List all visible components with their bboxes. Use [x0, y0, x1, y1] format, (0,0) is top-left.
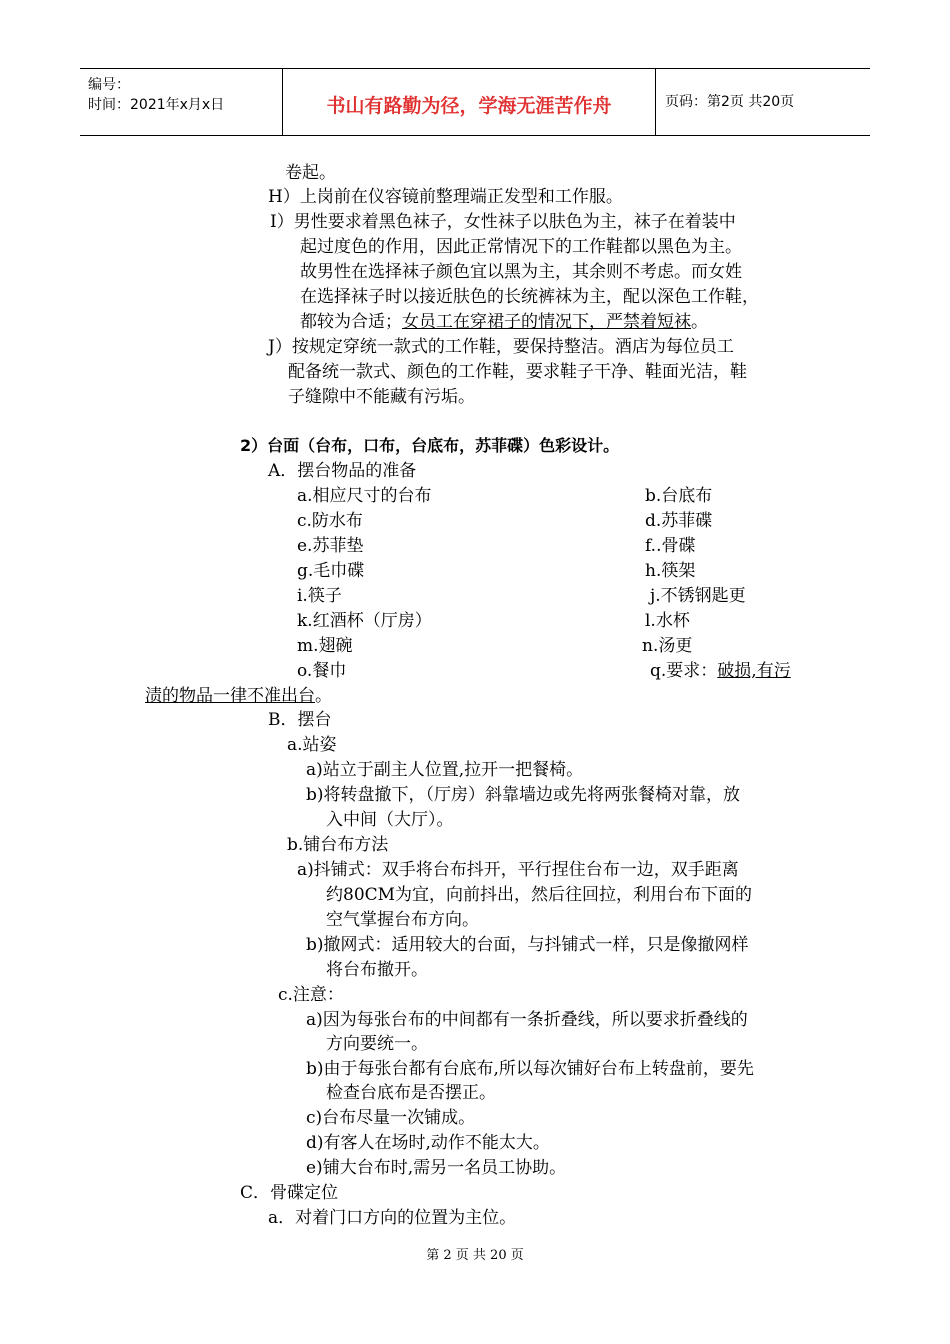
text-span: 。 [691, 312, 708, 332]
text-line: 卷起。 [285, 163, 336, 183]
text-line: 方向要统一。 [326, 1034, 428, 1054]
text-line [145, 684, 332, 708]
header-divider [655, 69, 656, 135]
list-item: j.不锈钢匙更 [650, 586, 746, 606]
text-line: 空气掌握台布方向。 [326, 910, 479, 930]
text-line: b)由于每张台都有台底布,所以每次铺好台布上转盘前，要先 [306, 1059, 754, 1079]
text-line: 入中间（大厅）。 [326, 810, 454, 830]
text-line: 检查台底布是否摆正。 [326, 1083, 496, 1103]
list-item: n.汤更 [642, 636, 693, 656]
text-line: a)抖铺式：双手将台布抖开，平行捏住台布一边，双手距离 [297, 860, 739, 880]
text-line: 将台布撤开。 [326, 960, 428, 980]
list-item: g.毛巾碟 [297, 561, 365, 581]
subsection-heading: C．骨碟定位 [240, 1183, 339, 1203]
list-item: h.筷架 [645, 561, 696, 581]
document-number-label: 编号： [88, 77, 130, 93]
header-page-info: 页码：第2页 共20页 [665, 94, 795, 110]
text-line: a.站姿 [287, 735, 337, 755]
section-heading: 2）台面（台布，口布，台底布，苏菲碟）色彩设计。 [240, 436, 620, 455]
text-line: b.铺台布方法 [287, 835, 389, 855]
page-footer: 第 2 页 共 20 页 [426, 1248, 524, 1263]
list-item: e.苏菲垫 [297, 536, 364, 556]
text-span: 。 [315, 686, 332, 706]
underlined-text: 女员工在穿裙子的情况下，严禁着短袜 [402, 312, 691, 332]
text-line: a．对着门口方向的位置为主位。 [268, 1208, 517, 1228]
underlined-text: 破损,有污 [717, 661, 791, 681]
list-item: b.台底布 [645, 486, 713, 506]
list-item: l.水杯 [645, 611, 690, 631]
subsection-heading: A．摆台物品的准备 [268, 461, 417, 481]
text-span: q.要求： [650, 661, 718, 681]
text-line: 起过度色的作用，因此正常情况下的工作鞋都以黑色为主。 [300, 237, 742, 257]
page-header [80, 68, 870, 136]
header-meta [88, 75, 224, 115]
list-item: f..骨碟 [645, 536, 696, 556]
list-item: i.筷子 [297, 586, 342, 606]
text-line: 配备统一款式、颜色的工作鞋，要求鞋子干净、鞋面光洁，鞋 [288, 362, 747, 382]
text-line: 约80CM为宜，向前抖出，然后往回拉，利用台布下面的 [326, 885, 753, 905]
list-item: o.餐巾 [297, 661, 347, 681]
text-line: a)因为每张台布的中间都有一条折叠线，所以要求折叠线的 [306, 1010, 748, 1030]
list-item: m.翅碗 [297, 636, 353, 656]
text-line: e)铺大台布时,需另一名员工协助。 [306, 1158, 567, 1178]
header-motto: 书山有路勤为径，学海无涯苦作舟 [326, 95, 612, 117]
list-item: c.防水布 [297, 511, 363, 531]
text-span: 都较为合适； [300, 312, 402, 332]
text-line: 故男性在选择袜子颜色宜以黑为主，其余则不考虑。而女姓 [300, 262, 742, 282]
underlined-text: 渍的物品一律不准出台 [145, 686, 315, 706]
text-line [300, 310, 708, 334]
text-line: a)站立于副主人位置,拉开一把餐椅。 [306, 760, 584, 780]
text-line: d)有客人在场时,动作不能太大。 [306, 1133, 550, 1153]
text-line: 子缝隙中不能藏有污垢。 [288, 387, 475, 407]
text-line: c)台布尽量一次铺成。 [306, 1108, 476, 1128]
text-line: 在选择袜子时以接近肤色的长统裤袜为主，配以深色工作鞋， [300, 287, 759, 307]
document-time: 时间：2021年x月x日 [88, 97, 225, 113]
text-line: H）上岗前在仪容镜前整理端正发型和工作服。 [268, 187, 623, 207]
subsection-heading: B．摆台 [268, 710, 332, 730]
list-item: a.相应尺寸的台布 [297, 486, 432, 506]
text-line: J）按规定穿统一款式的工作鞋，要保持整洁。酒店为每位员工 [268, 337, 734, 357]
list-item [650, 659, 791, 683]
text-line: b)撤网式：适用较大的台面，与抖铺式一样，只是像撤网样 [306, 935, 749, 955]
text-line: I）男性要求着黑色袜子，女性袜子以肤色为主，袜子在着装中 [270, 212, 736, 232]
list-item: k.红酒杯（厅房） [297, 611, 432, 631]
text-line: c.注意： [278, 985, 344, 1005]
text-line: b)将转盘撤下，（厅房）斜靠墙边或先将两张餐椅对靠，放 [306, 785, 741, 805]
list-item: d.苏菲碟 [645, 511, 713, 531]
